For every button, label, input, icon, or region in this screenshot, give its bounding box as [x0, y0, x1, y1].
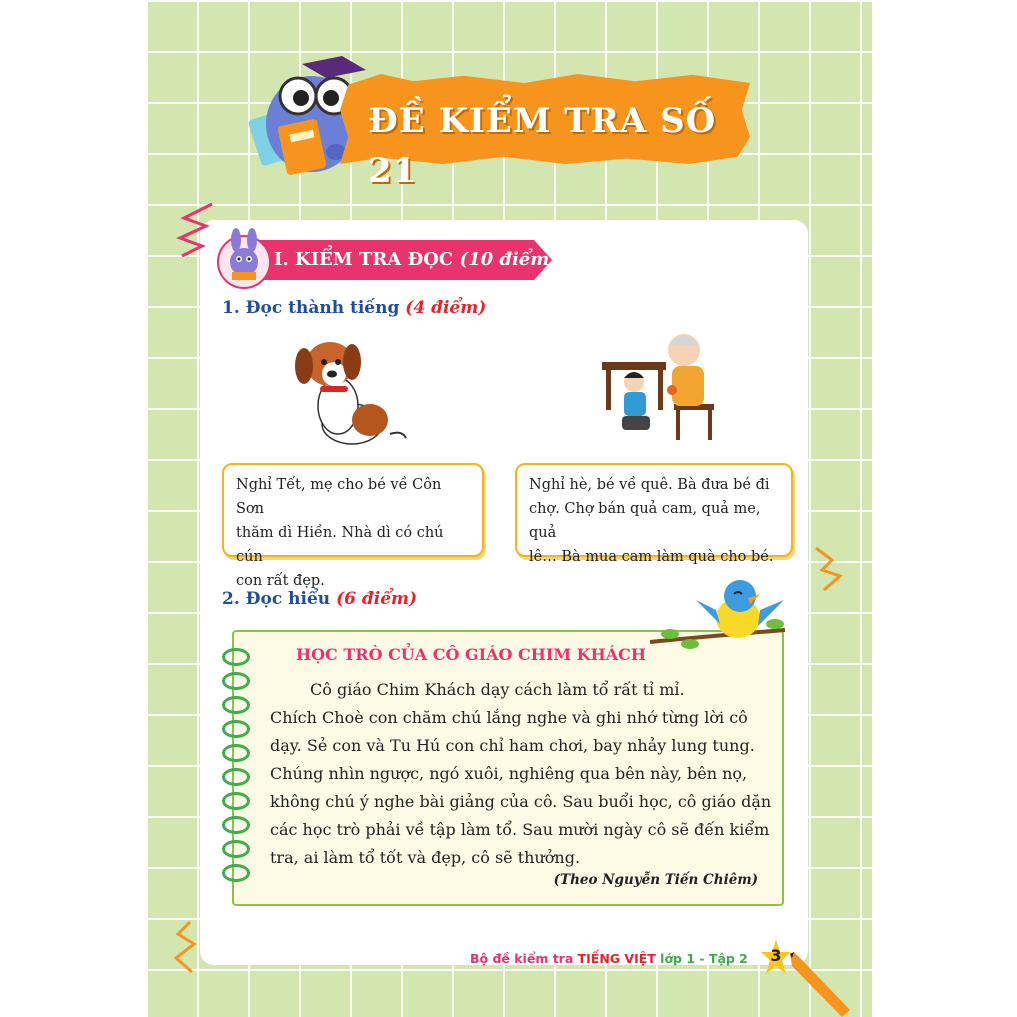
- pencil-icon: [790, 950, 860, 1017]
- notebook-ring: [222, 864, 250, 882]
- notebook-ring: [222, 768, 250, 786]
- story-line: dạy. Sẻ con và Tu Hú con chỉ ham chơi, bay nhảy lung tung.: [270, 736, 755, 755]
- notebook-ring: [222, 672, 250, 690]
- story-line: Cô giáo Chim Khách dạy cách làm tổ rất tỉ mỉ.: [310, 680, 685, 699]
- story-line: các học trò phải về tập làm tổ. Sau mười ngày cô sẽ đến kiểm: [270, 820, 770, 839]
- notebook-ring: [222, 792, 250, 810]
- story-line: Chúng nhìn ngược, ngó xuôi, nghiêng qua bên này, bên nọ,: [270, 764, 748, 783]
- part2-heading: 2. Đọc hiểu (6 điểm): [222, 589, 418, 609]
- bird-on-branch-illustration: [640, 570, 790, 670]
- notebook-ring: [222, 696, 250, 714]
- story-line: Chích Choè con chăm chú lắng nghe và ghi nhớ từng lời cô: [270, 708, 748, 727]
- burst-decoration-icon: [812, 540, 852, 600]
- burst-decoration-icon: [170, 918, 210, 978]
- page-title: ĐỀ KIỂM TRA SỐ 21: [368, 101, 717, 191]
- notebook-ring: [222, 744, 250, 762]
- grandma-child-illustration: [598, 328, 718, 443]
- notebook-ring: [222, 648, 250, 666]
- notebook-ring: [222, 720, 250, 738]
- page-number: 3: [770, 946, 782, 965]
- notebook-ring: [222, 816, 250, 834]
- reading-text-right: Nghỉ hè, bé về quê. Bà đưa bé đi chợ. Chợ bán quả cam, quả me, quả lê… Bà mua cam làm quà cho bé.: [515, 463, 793, 557]
- story-line: không chú ý nghe bài giảng của cô. Sau buổi học, cô giáo dặn: [270, 792, 772, 811]
- zigzag-decoration-icon: [172, 196, 222, 266]
- part1-heading: 1. Đọc thành tiếng (4 điểm): [222, 298, 487, 318]
- puppy-illustration: [290, 334, 410, 449]
- story-title: HỌC TRÒ CỦA CÔ GIÁO CHIM KHÁCH: [296, 645, 646, 664]
- reading-text-left: Nghỉ Tết, mẹ cho bé về Côn Sơn thăm dì Hiền. Nhà dì có chú cún con rất đẹp.: [222, 463, 484, 557]
- footer-text: Bộ đề kiểm tra TIẾNG VIỆT lớp 1 - Tập 2: [470, 951, 748, 966]
- section-title: I. KIỂM TRA ĐỌC (10 điểm): [274, 249, 558, 270]
- story-source: (Theo Nguyễn Tiến Chiêm): [553, 872, 758, 888]
- story-line: tra, ai làm tổ tốt và đẹp, cô sẽ thưởng.: [270, 848, 581, 867]
- notebook-ring: [222, 840, 250, 858]
